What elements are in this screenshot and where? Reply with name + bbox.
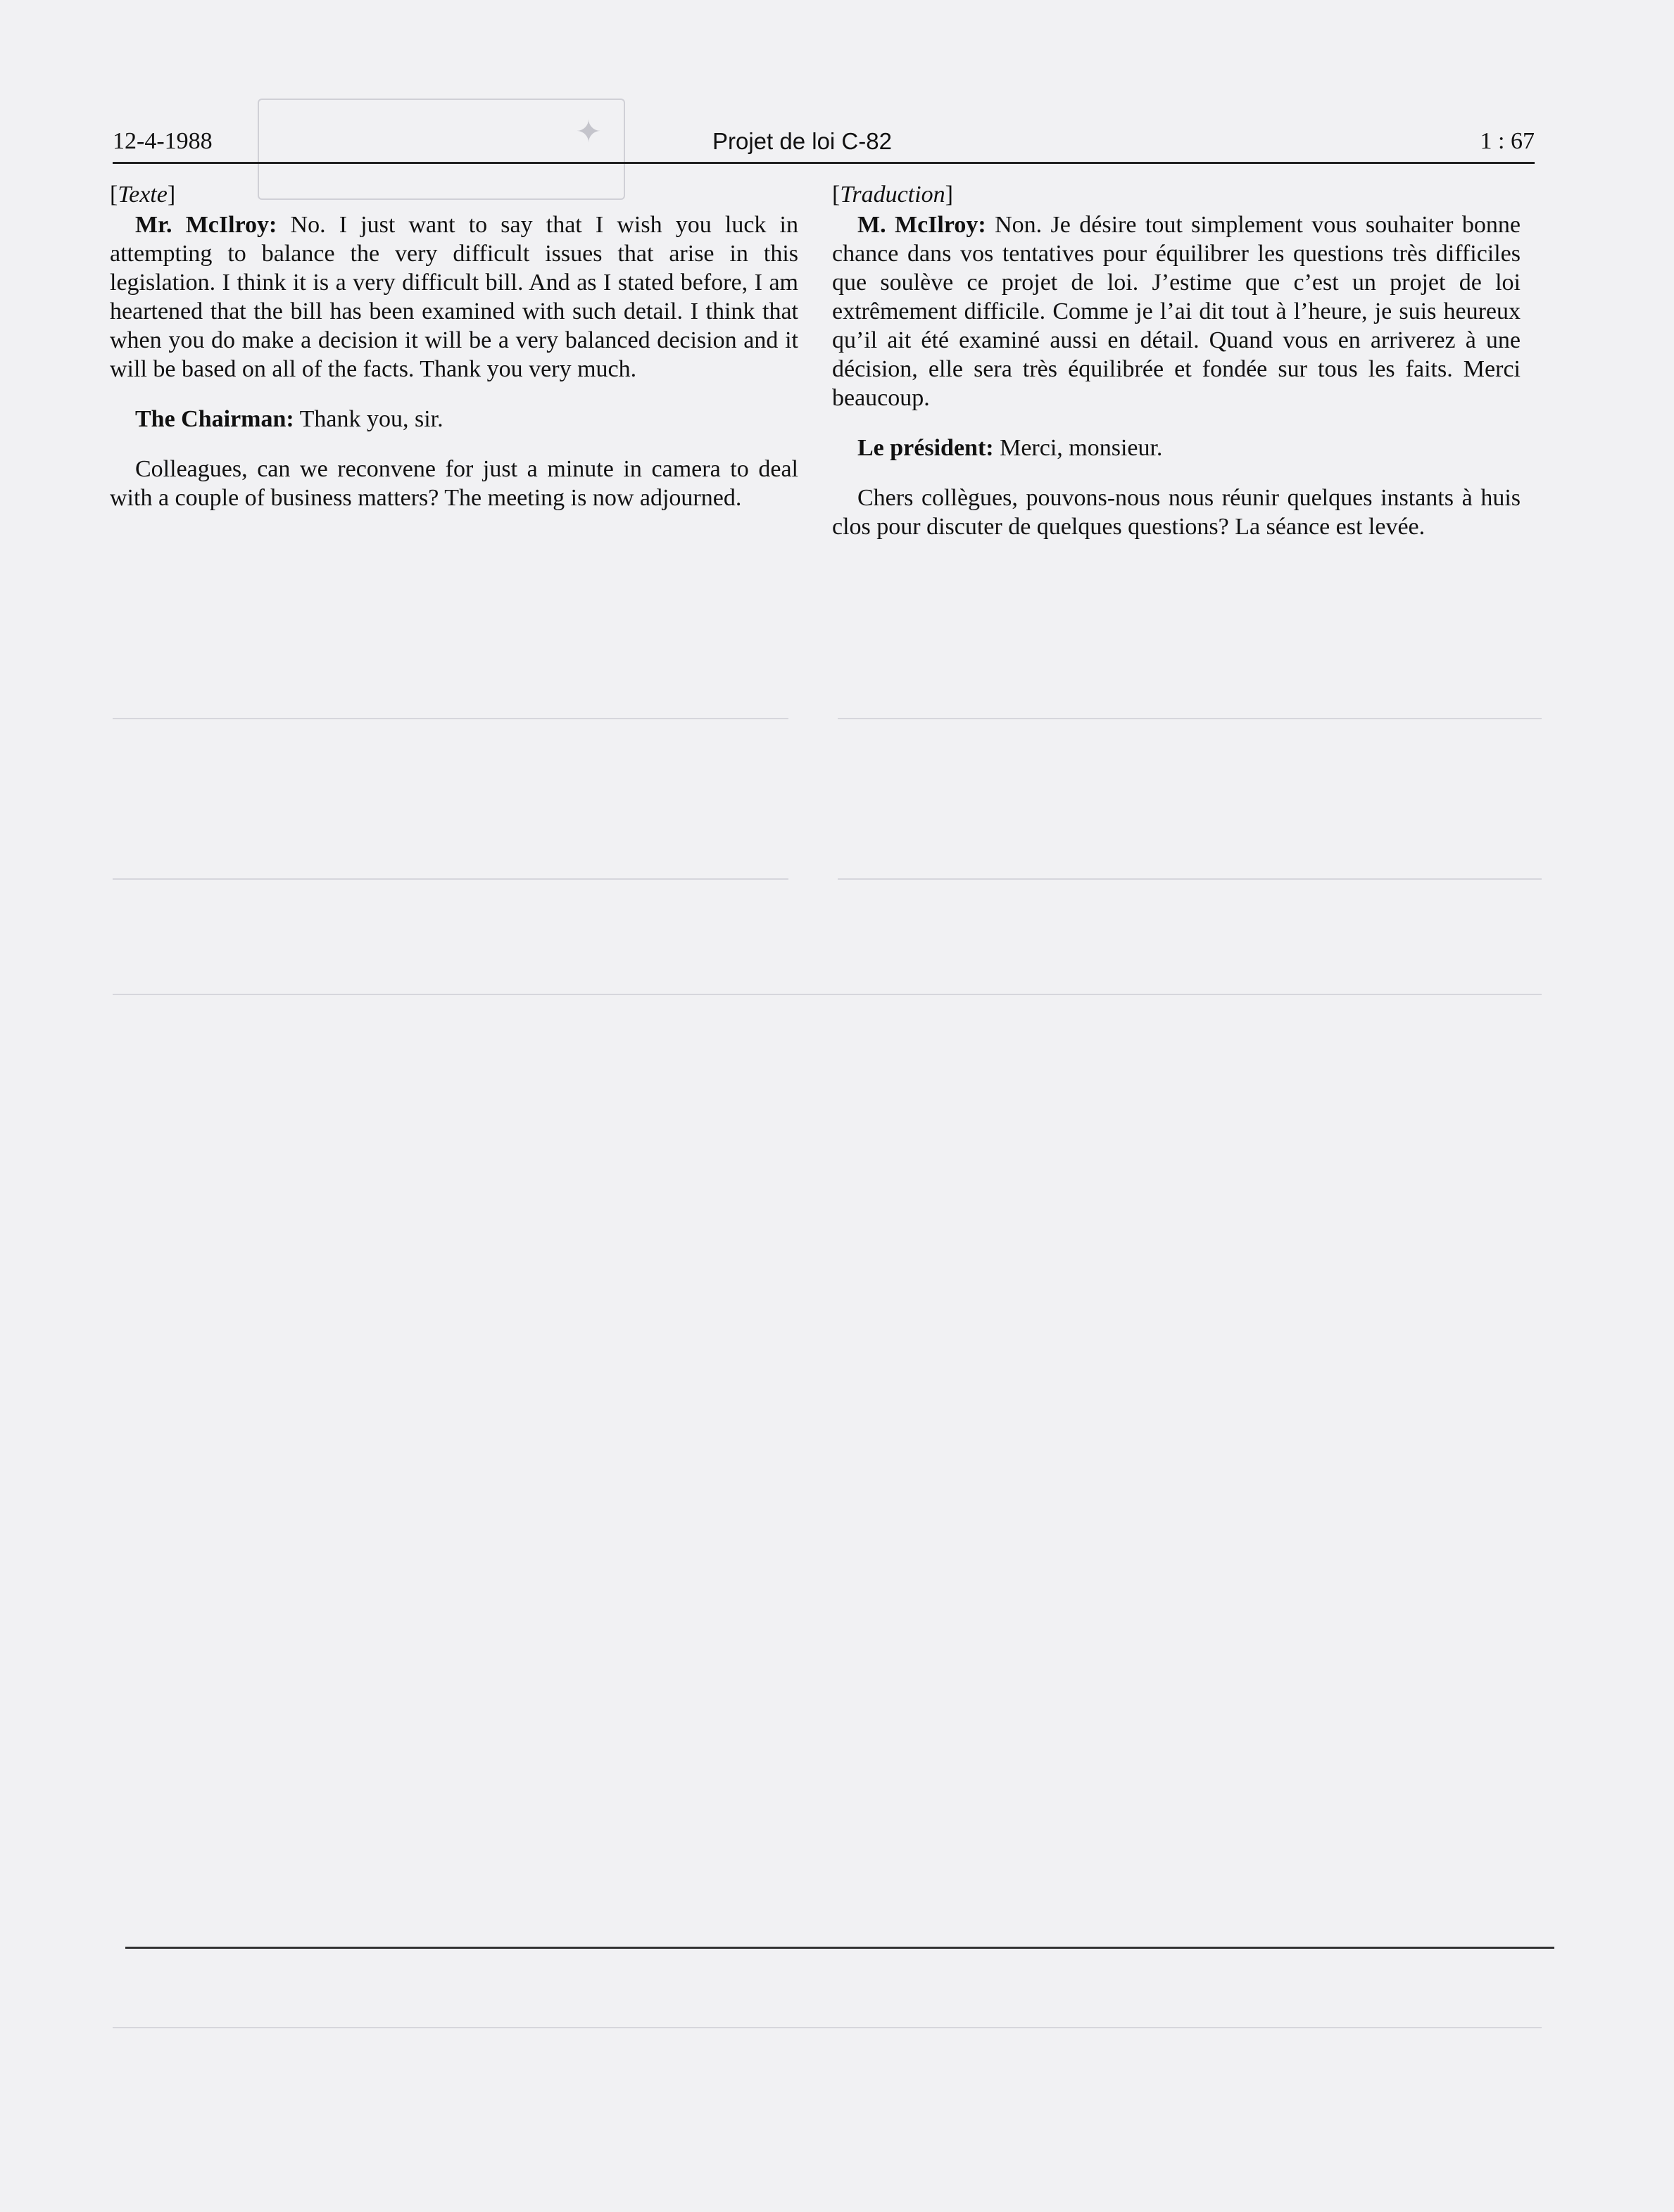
speech-text: No. I just want to say that I wish you luck in attempting to balance the very difficult issues that arise in this legislation. I think it is a very difficult bill. And as I stated before, I am heartened that the bill has been examined with such detail. I think that when you do make a decision it will be a very balanced decision and it will be based on all of the facts. Thank you very much. (110, 212, 799, 382)
ghost-rule (113, 994, 1542, 995)
running-header (113, 124, 1535, 159)
paragraph (110, 405, 798, 434)
speech-text: Merci, monsieur. (993, 435, 1163, 461)
header-title: Projet de loi C-82 (712, 128, 892, 154)
language-tag: [Texte] (110, 182, 176, 208)
paragraph (110, 210, 798, 384)
ghost-rule (838, 718, 1542, 719)
header-date: 12-4-1988 (113, 128, 213, 154)
speech-text: Thank you, sir. (294, 406, 443, 432)
ghost-rule (838, 878, 1542, 880)
speech-text: Chers collègues, pouvons-nous nous réunir quelques instants à huis clos pour discuter de quelques questions? La séance est levée. (832, 485, 1521, 540)
paragraph (832, 434, 1521, 462)
speaker-name: M. McIlroy: (857, 212, 986, 238)
paragraph (110, 455, 798, 512)
header-rule (113, 162, 1535, 164)
language-tag: [Traduction] (832, 182, 953, 208)
maple-leaf-icon: ✦ (575, 115, 602, 149)
speech-text: Colleagues, can we reconvene for just a minute in camera to deal with a couple of business matters? The meeting is now adjourned. (110, 456, 798, 511)
speaker-name: Mr. McIlroy: (135, 212, 277, 238)
english-column (110, 180, 798, 512)
paragraph (832, 210, 1521, 412)
ghost-rule (113, 718, 788, 719)
french-column (832, 180, 1521, 541)
paragraph (832, 484, 1521, 541)
header-page-number: 1 : 67 (1480, 128, 1535, 154)
ghost-rule (113, 2027, 1542, 2028)
speech-text: Non. Je désire tout simplement vous souhaiter bonne chance dans vos tentatives pour équilibrer les questions très difficiles que soulève ce projet de loi. J’estime que c’est un projet de loi extrêmement difficile. Comme je l’ai dit tout à l’heure, je suis heureux qu’il ait été examiné aussi en détail. Quand vous en arriverez à une décision, elle sera très équilibrée et fondée sur tous les faits. Merci beaucoup. (832, 212, 1521, 411)
ghost-rule (113, 878, 788, 880)
footer-rule (125, 1947, 1554, 1949)
speaker-name: Le président: (857, 435, 994, 461)
speaker-name: The Chairman: (135, 406, 294, 432)
